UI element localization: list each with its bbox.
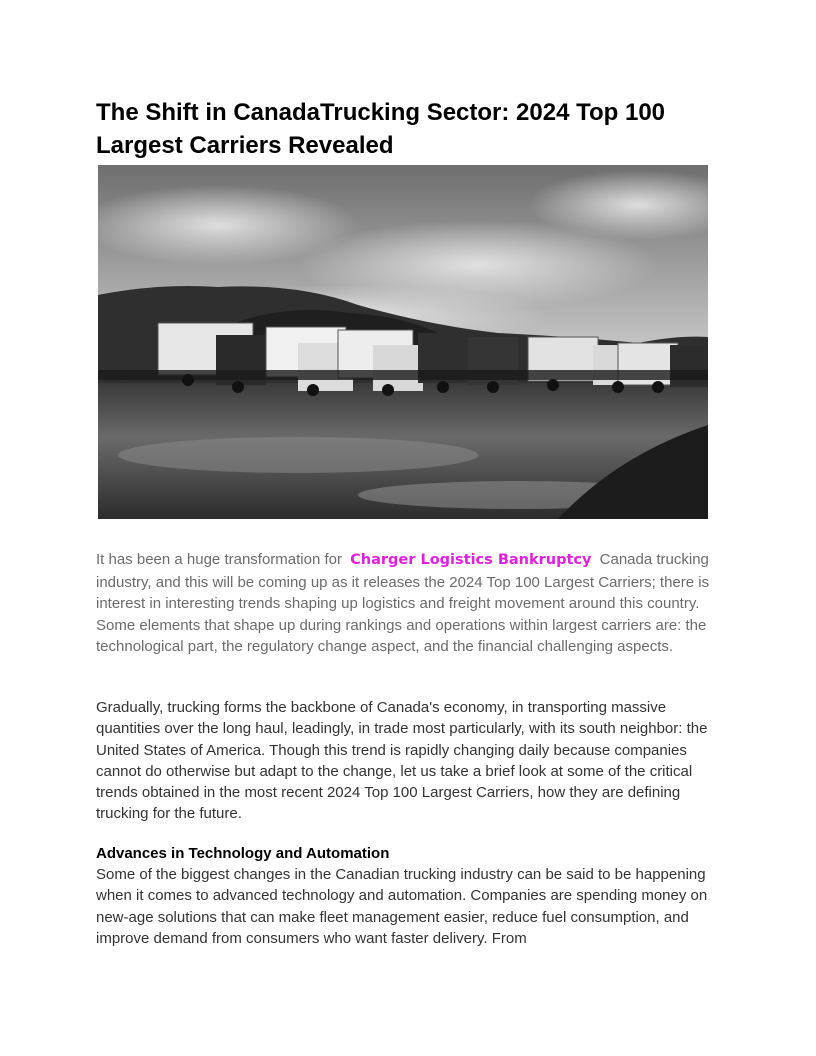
intro-paragraph: [96, 549, 720, 658]
article-title: The Shift in CanadaTrucking Sector: 2024 Top 100 Largest Carriers Revealed: [96, 99, 666, 159]
technology-paragraph: Some of the biggest changes in the Canadian trucking industry can be said to be happening when it comes to advanced technology and automation. Companies are spending money on new-age solutions that can make fleet management easier, reduce fuel consumption, and improve demand from consumers who want faster delivery. From: [96, 866, 708, 947]
charger-logistics-link[interactable]: Charger Logistics Bankruptcy: [350, 552, 592, 568]
truck-fleet-photo-icon: [98, 165, 708, 519]
intro-text-before: It has been a huge transformation for: [96, 551, 342, 568]
intro-text-after: Canada trucking industry, and this will be coming up as it releases the 2024 Top 100 Largest Carriers; there is interest in interesting trends shaping up logistics and freight movement around this country. Some elements that shape up during rankings and operations within largest carriers are: the technological part, the regulatory change aspect, and the financial challenging aspects.: [96, 551, 710, 656]
backbone-paragraph: Gradually, trucking forms the backbone of Canada's economy, in transporting massive quantities over the long haul, leadingly, in trade most particularly, with its south neighbor: the United States of America. Though this trend is rapidly changing daily because companies cannot do otherwise but adapt to the change, let us take a brief look at some of the critical trends obtained in the most recent 2024 Top 100 Largest Carriers, how they are defining trucking for the future.: [96, 699, 708, 823]
section-heading: Advances in Technology and Automation: [96, 845, 390, 862]
article-header: [96, 96, 720, 162]
hero-image: [98, 165, 708, 519]
